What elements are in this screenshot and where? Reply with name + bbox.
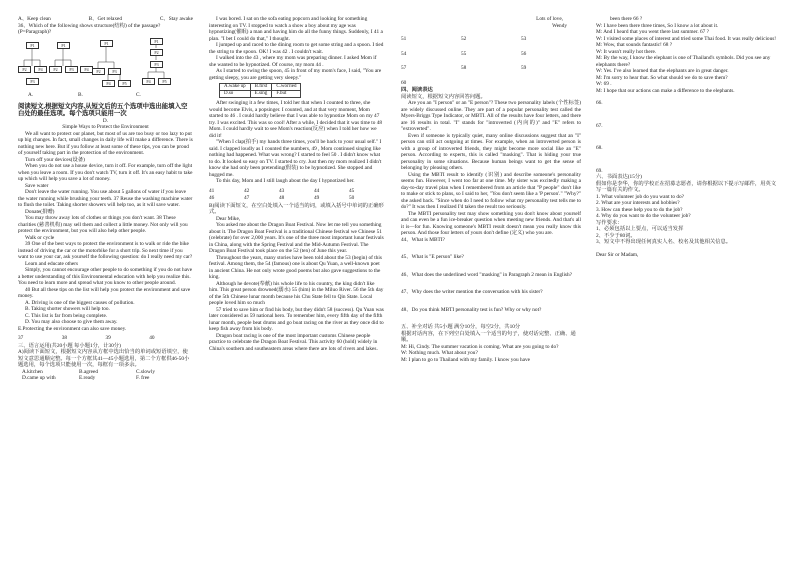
answer-68: 68. (596, 145, 603, 151)
answer-53: 53 (521, 36, 527, 42)
passage-para-2: When you do not use a house device, turn it off. For example, turn off the light when you leave a room. If you don't watch TV, turn it off. It's an easy habit to take up which will help you save a lot of money. (18, 163, 193, 182)
question-45: 45、What is "E person" like? (401, 254, 464, 260)
answer-41: 41 (209, 187, 215, 194)
answer-59: 59 (521, 65, 527, 71)
word-option-f: F. free (136, 375, 150, 381)
answer-49: 49 (314, 195, 320, 201)
email-salutation: Dear Sir or Madam, (596, 251, 639, 258)
passage-heading-5: Learn and educate others (25, 260, 79, 267)
passage-heading-2: Save water (25, 182, 49, 189)
passage-title: Simple Ways to Protect the Environment (62, 124, 149, 130)
section-3-instruction: A)阅读下面短文，根据短文内容从方框中选出恰当的单词或短语填空，使短文意思通顺完整。每一个方框其41—45小题选用，第二个方框供46-50小题选用，每个选项只能使用一次，每框有一项多余。 (18, 349, 190, 368)
word-box-2 (219, 83, 301, 98)
tree-a-p2: P2 (18, 66, 31, 73)
section-4-instruction: 阅读短文，根据短文内容回答问题。 (401, 93, 486, 100)
answer-40: 40 (149, 335, 155, 341)
answer-66: 66. (596, 100, 603, 106)
word-box-2-d: D.so (220, 91, 251, 98)
answer-row-57-59 (401, 65, 581, 72)
requirement-3: 3、短文中不得出现任何真实人名、校名及其他相关信息。 (596, 239, 732, 245)
question-46: 46、What does the underlined word "masking" in Paragraph 2 mean in English? (401, 271, 572, 278)
tree-b-p2: P2 (49, 66, 62, 73)
answer-44: 44 (314, 187, 320, 194)
requirement-1: 1、必须包括以上要点，可以适当发挥 (596, 226, 684, 232)
word-option-e: E.ready (79, 375, 96, 381)
answer-blanks-37-40 (18, 335, 193, 342)
dialog-line-7: W: I visited some places of interest and tried some Thai food. It was really delicious! (596, 35, 777, 42)
answer-42: 42 (244, 187, 250, 194)
column-1 (18, 16, 193, 556)
section-3-title: 三、语言运用(共20小题 每小题1分，计30分) (18, 342, 121, 349)
tree-d-p4: P4 (142, 78, 155, 85)
dialog-line-8: M: Wow, that sounds fantastic! 68 ? (596, 42, 673, 48)
passage-para-7: 40 But all these tips on the list will help you protect the environment and save money. (18, 286, 191, 299)
answer-row-60 (401, 80, 581, 87)
tree-c-p4: P4 (102, 80, 115, 87)
word-option-c: C.slowly (136, 368, 155, 375)
word-box-2-c: C.worried (272, 84, 301, 91)
letter-closing: Lots of love, (536, 16, 563, 22)
story-para-7: To this day, Mom and I still laugh about the day I hypnotized her. (216, 178, 355, 184)
answer-56: 56 (521, 50, 527, 57)
dialog-line-5: W: I have been there three times, So I know a lot about it. (596, 22, 719, 29)
passage-heading-3: Donate(捐赠) (25, 208, 55, 215)
word-box-1 (22, 369, 193, 382)
prompt-3: 3. How can these help you to do the job? (596, 206, 683, 213)
choice-e: E.Protecting the environment can also save money. (18, 325, 127, 332)
dialog-line-1: M: Hi, Cindy. The summer vacation is coming. What are you going to do? (401, 343, 559, 350)
question-44: 44、What is MBTI? (401, 236, 445, 243)
story-para-2: I jumped up and raced to the dining room to get some string and a spoon. I tied the string to the spoon. OK! I was 42 . I couldn't wait. (209, 42, 384, 55)
choice-c: C. This list is far from being complete. (25, 312, 108, 319)
passage-para-3: Don't leave the water running. You use about 5 gallons of water if you leave the water running while brushing your teeth. 37 Reuse the washing machine water to flush the toilet. Taking shorter showers will help too, as it will save water. (18, 189, 193, 208)
q35-option-c: C、Stay awake (159, 16, 193, 22)
tree-a-p4: P4 (34, 66, 47, 73)
mbti-para-4: The MBTI personality test may show something you don't know about yourself and can even be a fun ice-breaker question when meeting new friends. And that's all it is—for fun. Knowing someone's MBTI result doesn't mean you really know this person. And those four letters of yours don't define (定义) who you are. (401, 210, 581, 236)
dialog-line-13: W: 69 . (596, 81, 612, 87)
tree-d-p1: P1 (150, 38, 163, 45)
dialog-line-10: M: By the way, I know the elephant is one of Thailand's symbols. Did you see any elephants there? (596, 55, 771, 68)
dialog-line-2: W: Nothing much. What about you? (401, 350, 478, 356)
tree-c-p3: P3 (108, 68, 121, 75)
tree-b-p3: P3 (65, 66, 78, 73)
tree-c-p2: P2 (92, 68, 105, 75)
passage-para-5: 39 One of the best ways to protect the environment is to walk or ride the bike instead of driving the car or the motorbike for a short trip. So next time if you want to use your car, ask yourself the following question: do I really need my car? (18, 241, 193, 260)
word-option-b: B.agreed (79, 368, 98, 375)
mbti-para-1: Are you an "I person" or an "E person"? These two personality labels (个性标签) are widely discussed online. They are part of a popular personality test called the Myers-Briggs Type Indicator, or MBTI. All of the results have four letters, and there are 16 results in total. "I" stands for "introverted (内向的)" and "E" refers to "extroverted". (401, 100, 581, 132)
column-2 (209, 16, 384, 556)
answer-50: 50 (349, 195, 355, 201)
tree-b-p1: P1 (57, 42, 70, 49)
tree-c-p1: P1 (100, 40, 113, 47)
story-para-4: As I started to swing the spoon, 45 in front of my mom's face, I said, "You are getting sleepy, you are getting very sleepy." (209, 68, 382, 81)
answer-46: 46 (209, 195, 215, 201)
tree-option-c: C. (136, 91, 141, 98)
answer-67: 67. (596, 122, 603, 129)
letter-para-5: Dragon boat racing is one of the most important customs Chinese people practice to celebrate the Dragon Boat Festival. This activity 60 (hold) widely in China's southern and southeastern areas where there are lots of rivers and lakes. (209, 332, 378, 352)
q35-option-a: A、Keep clean (18, 16, 51, 22)
tree-d-p2: P2 (150, 49, 163, 56)
letter-para-2: Throughout the years, many stories have been told about the 53 (begin) of this festival. Among them, the 54 (famous) one is about Qu Yuan, a well-known poet in ancient China. He not only wrote good poems but also gave suggestions to the king. (209, 254, 382, 280)
section-4-title: 四、阅读表达 (401, 87, 433, 93)
dialog-line-6: M: And I heard that you went there last summer. 67 ? (596, 29, 709, 35)
tree-b-p4: P4 (80, 66, 93, 73)
word-box-2-e: E.sing (250, 91, 272, 98)
choice-b: B. Taking shorter showers will help too. (25, 306, 110, 312)
answer-60: 60 (401, 79, 407, 86)
structure-diagram (18, 38, 193, 100)
section-6-title: 六、书面表达(15分) (596, 174, 642, 180)
answer-45: 45 (349, 187, 355, 194)
dialog-line-4: been there 66 ? (610, 16, 643, 22)
question-47: 47、Why does the writer mention the conversation with his sister? (401, 289, 543, 295)
q35-option-b: B、Get relaxed (88, 16, 123, 22)
answer-57: 57 (401, 65, 407, 71)
letter-para-3: Although he devote(奉献) his whole life to his country, the king didn't like him. This great person drowned(溺水) 55 (him) in the Miluo River. 56 the 5th day of the 5th Chinese lunar month because his Chu State fell to Qin State. Local people loved him so much (209, 280, 384, 306)
q36-text: 36、Which of the following shows structure(结构) of the passage? (P=Paragraph)? (18, 22, 161, 35)
letter-para-4: 57 tried to save him or find his body, but they didn't 58 (success). Qu Yuan was later considered as 59 national hero. To remember him, every fifth day of the fifth lunar month, people beat drums and go boat racing on the river as they once did to keep fish away from his body. (209, 306, 384, 332)
tree-a-p3: P3 (26, 78, 39, 85)
answer-55: 55 (461, 50, 467, 57)
letter-signature: Wendy (552, 22, 567, 29)
reading-instruction: 阅读短文,根据短文内容,从短文后的五个选项中选出能填入空白处的最佳选项。每个选项只能用一次 (18, 102, 188, 117)
prompt-1: 1. What volunteer job do you want to do? (596, 193, 685, 200)
answer-54: 54 (401, 50, 407, 57)
tree-option-b: B. (78, 91, 83, 98)
dialog-line-9: W: It wasn't really hot there. (596, 48, 657, 55)
answer-58: 58 (461, 65, 467, 71)
answer-row-54-56 (401, 51, 581, 58)
answer-row-51-53 (401, 36, 581, 43)
passage-para-1: We all want to protect our planet, but most of us are too busy or too lazy to put up big changes. In fact, small changes in daily life will make a difference. There is nothing new here. But if you follow at least some of these tips, you can be proud of yourself taking part in the protection of the environment. (18, 130, 193, 156)
answer-69: 69. (596, 167, 603, 174)
word-option-a: A.kitchen (22, 368, 43, 375)
answer-47: 47 (244, 195, 250, 201)
letter-para-1: You asked me about the Dragon Boat Festival. Now let me tell you something about it. The Dragon Boat Festival is a traditional Chinese festival we Chinese 51 (celebrate) for over 2,000 years. It's one of the three most important lunar festivals in China, along with the Spring Festival and the Mid-Autumn Festival. The Dragon Boat Festival took place on the 52 (ten) of June this year. (209, 222, 384, 254)
answer-blanks-46-50 (209, 195, 384, 202)
tree-option-a: A. (28, 91, 34, 98)
story-para-6: "When I clap(拍手) my hands three times, you'll be back to your usual self." I said. I clapped loudly as I counted the numbers, 49 , Mom continued singing like nothing had happened. What was wrong? I started to feel 50 . I didn't know what to do. It looked so easy on TV. I started to cry. Just then my mom realized I didn't know she had only been pretending(假装) to be hypnotized. She stopped and hugged me. (209, 139, 382, 178)
section-6-intro: 假如你是李华，你的学校正在招募志愿者，请你根据以下提示写邮件，用英文写一篇有关的作文。 (596, 180, 777, 193)
requirements-title: 写作要求： (596, 219, 623, 226)
dialog-line-11: W: Yes. I've also learned that the elephants are in great danger. (596, 68, 729, 74)
answer-48: 48 (279, 195, 285, 201)
answer-52: 52 (461, 36, 467, 42)
q35-options (18, 16, 193, 23)
mbti-para-2: Even if someone is typically quiet, many online discussions suggest that an "I" person can still act outgoing at times. For example, when an introverted person is with a group of introverted friends, they might become more social like an "E" person. According to experts, this is called "masking". That is hiding your true personality in some situations. Because human beings want to get the sense of belonging by pleasing others. (401, 132, 581, 171)
answer-37: 37 (18, 335, 24, 341)
choice-d: D. You may also choose to give them away. (25, 319, 118, 325)
tree-option-d: D. (102, 117, 109, 124)
word-option-d: D.came up with (22, 375, 56, 381)
answer-43: 43 (279, 187, 285, 194)
tree-a-p1: P1 (26, 42, 39, 49)
passage-heading-4: Walk or cycle (25, 234, 55, 241)
dialog-line-14: M: I hope that our actions can make a difference to the elephants. (596, 87, 735, 94)
word-box-2-f: F.but (272, 91, 301, 98)
prompt-4: 4. Why do you want to do the volunteer job? (596, 213, 691, 219)
dialog-line-12: M: I'm sorry to hear that. So what should we do to save them? (596, 74, 728, 81)
column-3 (401, 16, 581, 556)
mbti-para-3: Using the MBTI result to identify (识别) and describe someone's personality seems fun. However, I went too far at one time. My sister was excitedly making a day-to-day travel plan when I remembered from an article that "P people" don't like to make or stick to plans, so I said to her, "You don't seem like a 'P person'." "Why?" she asked back. "Since when do I need to follow what my personality test tells me to do?" It was then I realized I'd taken the result too seriously. (401, 171, 581, 210)
passage-para-4: You may throw away lots of clothes or things you don't want. 38 These charities (慈善机构) may sell them and collect a little money. Not only will you protect the environment, but you will also help other people. (18, 215, 188, 234)
question-48: 48、Do you think MBTI personality test is fun? Why or why not? (401, 306, 542, 313)
dialog-line-3: M: I plan to go to Thailand with my family. I know you have (401, 356, 531, 363)
passage-para-6: Simply, you cannot encourage other people to do something if you do not have a better understanding of this Environmental education with help you realize this. You need to learn more and spread what you know to other people around. (18, 267, 193, 286)
choice-a: A. Driving is one of the biggest causes of pollution. (25, 299, 135, 306)
prompt-2: 2. What are your interests and hobbies? (596, 200, 680, 206)
answer-51: 51 (401, 36, 407, 42)
column-4 (596, 16, 778, 556)
answer-38: 38 (61, 335, 68, 341)
section-5-instruction: 根据对话内容，在下列空白处填入一个适当的句子，使对话完整、正确、通顺。 (401, 330, 576, 343)
word-box-2-b: B.first (250, 84, 272, 91)
story-para-5: After swinging it a few times, I told her that when I counted to three, she would become Elvis, a popsinger. I counted, and at that very moment, Mom started to 46 . I could hardly believe that I was able to hypnotize Mom on my 47 try. I was excited. This was so cool! After a while, I decided that it was time to 48 Mom. I could hardly wait to see Mom's reaction(反应) when I told her how we did it! (209, 100, 382, 139)
answer-blanks-41-45 (209, 188, 384, 195)
passage-heading-1: Turn off your devices(设备) (25, 156, 85, 163)
letter-greeting: Dear Mike, (216, 215, 241, 222)
requirement-2: 2、不少于80词。 (596, 232, 636, 239)
section-5-title: 五、补全对话 共5小题 满分10分，每空2分，共10分 (401, 324, 521, 330)
tree-c-p5: P5 (118, 80, 131, 87)
tree-d-p5: P5 (158, 78, 171, 85)
story-para-3: I walked into the 43 , where my mom was preparing dinner. I asked Mom if she wanted to be hypnotized. Of course, my mom 44 . (209, 55, 377, 68)
story-para-1: I was bored. I sat on the sofa eating popcorn and looking for something interesting on TV. I stopped to watch a show a boy about my age was hypnotizing(催眠) a man and having him do all the funny things. Suddenly, I 41 a plan. "I bet I could do that," I thought. (209, 16, 383, 42)
word-box-2-a: A.wake up (220, 84, 251, 91)
answer-39: 39 (105, 335, 111, 341)
section-b-instruction: B)阅读下面短文，在空白处填入一个适当的词，或填入括号中单词的正确形式。 (209, 202, 384, 215)
tree-d-p3: P3 (150, 61, 163, 68)
